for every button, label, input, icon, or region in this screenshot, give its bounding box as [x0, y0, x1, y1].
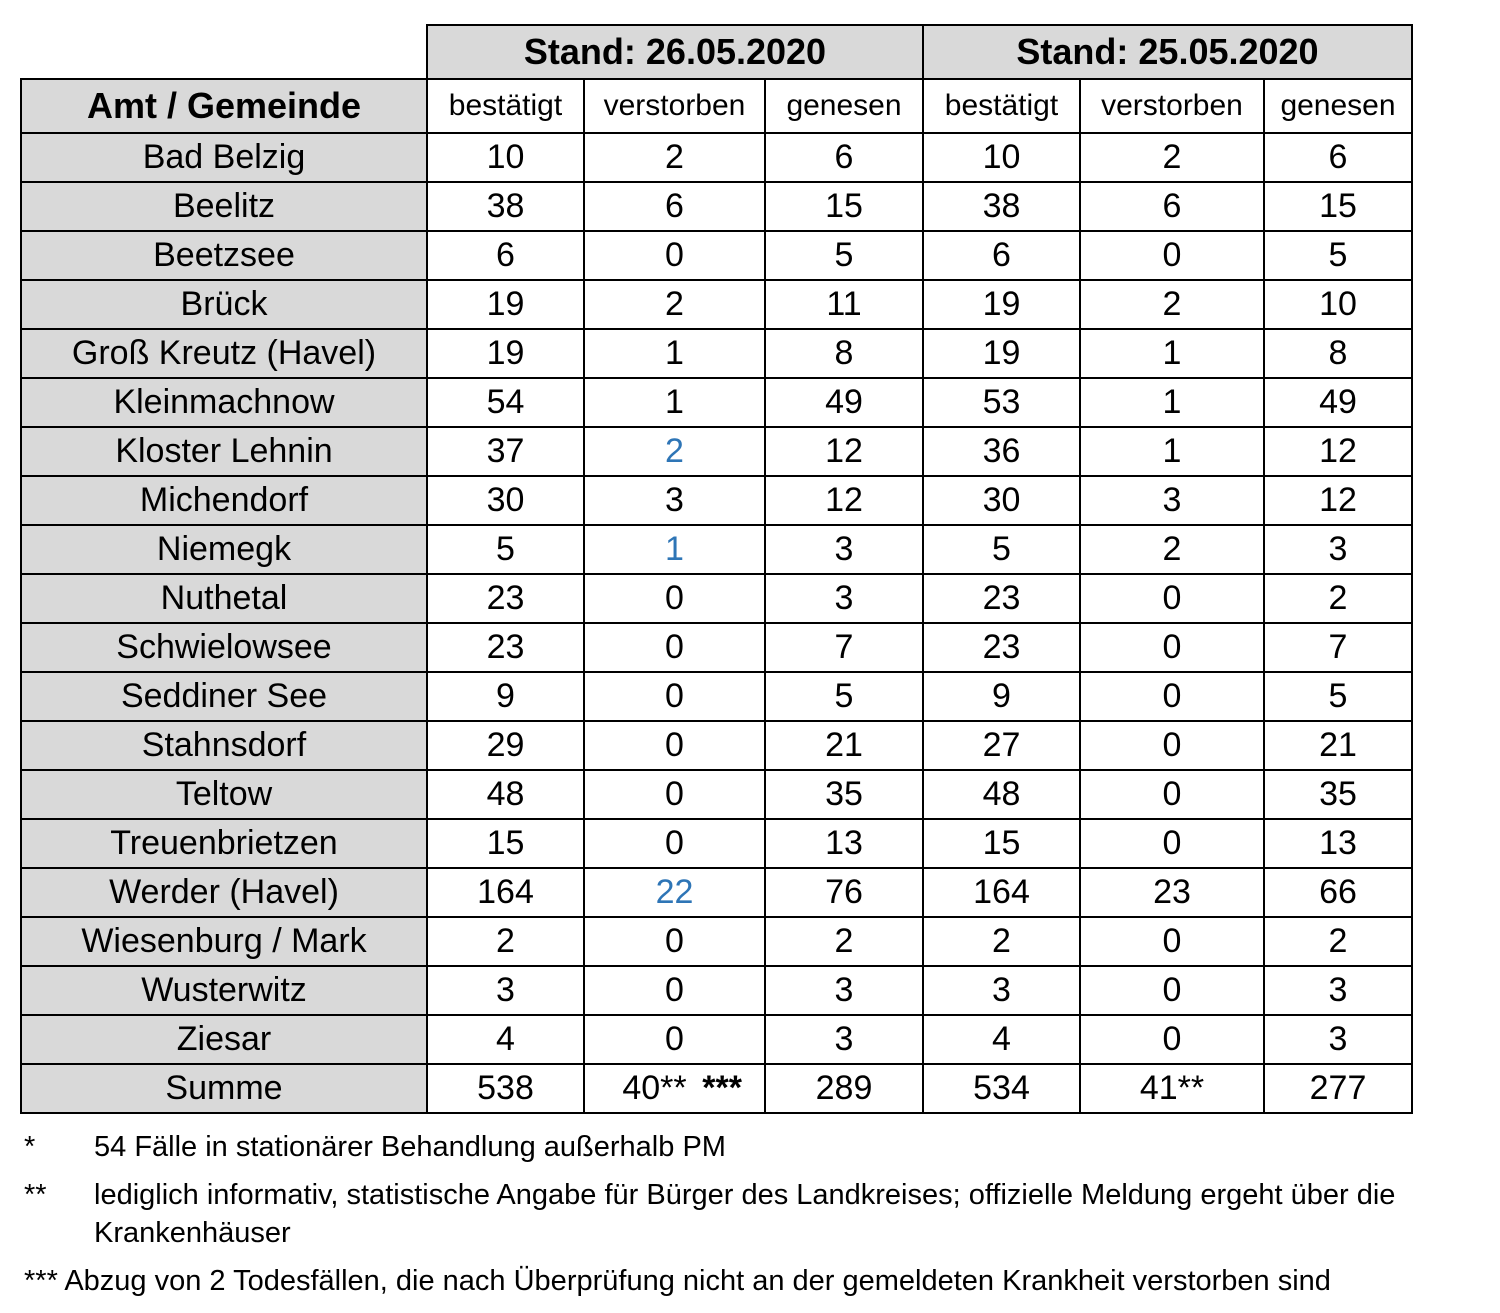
table-row	[21, 770, 1412, 819]
cell-verstorben-2: 0	[1080, 574, 1264, 623]
cell-verstorben-2: 1	[1080, 378, 1264, 427]
cell-genesen-2: 8	[1264, 329, 1412, 378]
cell-bestaetigt-1: 48	[427, 770, 584, 819]
gemeinde-name: Michendorf	[21, 476, 427, 525]
table-row	[21, 721, 1412, 770]
cell-bestaetigt-2: 27	[923, 721, 1080, 770]
cell-genesen-2: 6	[1264, 133, 1412, 182]
cell-genesen-2: 15	[1264, 182, 1412, 231]
sum-verstorben-1-value: 40**	[622, 1069, 687, 1107]
gemeinde-name: Nuthetal	[21, 574, 427, 623]
cell-bestaetigt-1: 6	[427, 231, 584, 280]
cell-genesen-1: 13	[765, 819, 923, 868]
cell-verstorben-2: 0	[1080, 623, 1264, 672]
cell-genesen-2: 2	[1264, 574, 1412, 623]
gemeinde-name: Kloster Lehnin	[21, 427, 427, 476]
cell-bestaetigt-2: 9	[923, 672, 1080, 721]
table-row	[21, 1015, 1412, 1064]
cell-verstorben-2: 0	[1080, 770, 1264, 819]
cell-genesen-1: 8	[765, 329, 923, 378]
cell-genesen-2: 10	[1264, 280, 1412, 329]
cell-verstorben-1: 0	[584, 819, 765, 868]
cell-verstorben-1: 0	[584, 721, 765, 770]
cell-verstorben-2: 0	[1080, 917, 1264, 966]
col-genesen-2: genesen	[1264, 79, 1412, 133]
cell-verstorben-1: 0	[584, 623, 765, 672]
table-row	[21, 623, 1412, 672]
gemeinde-name: Ziesar	[21, 1015, 427, 1064]
cell-genesen-2: 49	[1264, 378, 1412, 427]
gemeinde-name: Schwielowsee	[21, 623, 427, 672]
cell-genesen-2: 3	[1264, 525, 1412, 574]
cell-verstorben-1: 6	[584, 182, 765, 231]
cell-genesen-2: 12	[1264, 476, 1412, 525]
cell-verstorben-1: 2	[584, 280, 765, 329]
blank-corner	[21, 25, 427, 79]
cell-verstorben-2: 2	[1080, 280, 1264, 329]
sum-genesen-2: 277	[1264, 1064, 1412, 1113]
cell-genesen-2: 3	[1264, 1015, 1412, 1064]
cell-genesen-1: 3	[765, 525, 923, 574]
table-row	[21, 427, 1412, 476]
cell-verstorben-1: 1	[584, 378, 765, 427]
cell-bestaetigt-1: 15	[427, 819, 584, 868]
cell-bestaetigt-2: 53	[923, 378, 1080, 427]
cell-verstorben-2: 0	[1080, 819, 1264, 868]
cell-verstorben-2: 6	[1080, 182, 1264, 231]
gemeinde-name: Seddiner See	[21, 672, 427, 721]
cell-genesen-1: 12	[765, 427, 923, 476]
cell-verstorben-1: 0	[584, 966, 765, 1015]
footnote-1-mark: *	[24, 1131, 36, 1163]
gemeinde-name: Groß Kreutz (Havel)	[21, 329, 427, 378]
cell-bestaetigt-1: 23	[427, 623, 584, 672]
cell-genesen-1: 5	[765, 672, 923, 721]
table-row	[21, 133, 1412, 182]
cell-verstorben-2: 0	[1080, 721, 1264, 770]
cell-verstorben-1: 22	[584, 868, 765, 917]
cell-genesen-2: 21	[1264, 721, 1412, 770]
footnote-1	[24, 1128, 1494, 1166]
footnote-2-text: lediglich informativ, statistische Angabe für Bürger des Landkreises; offizielle Meldung ergeht über die Krankenhäuser	[94, 1179, 1396, 1249]
cell-verstorben-1: 2	[584, 427, 765, 476]
table-row	[21, 525, 1412, 574]
sum-genesen-1: 289	[765, 1064, 923, 1113]
cell-bestaetigt-1: 10	[427, 133, 584, 182]
footnote-3-mark: ***	[24, 1265, 58, 1297]
cell-genesen-1: 35	[765, 770, 923, 819]
cell-genesen-2: 5	[1264, 231, 1412, 280]
col-bestaetigt-1: bestätigt	[427, 79, 584, 133]
cell-bestaetigt-2: 5	[923, 525, 1080, 574]
footnote-1-text: 54 Fälle in stationärer Behandlung außerhalb PM	[94, 1131, 726, 1163]
cell-genesen-1: 7	[765, 623, 923, 672]
cell-verstorben-2: 1	[1080, 329, 1264, 378]
gemeinde-name: Kleinmachnow	[21, 378, 427, 427]
cell-genesen-2: 35	[1264, 770, 1412, 819]
table-row	[21, 182, 1412, 231]
cell-genesen-2: 3	[1264, 966, 1412, 1015]
cell-verstorben-2: 0	[1080, 672, 1264, 721]
cell-genesen-1: 5	[765, 231, 923, 280]
cell-bestaetigt-1: 164	[427, 868, 584, 917]
cell-verstorben-1: 0	[584, 1015, 765, 1064]
cell-verstorben-1: 0	[584, 672, 765, 721]
cell-genesen-1: 12	[765, 476, 923, 525]
cell-bestaetigt-2: 10	[923, 133, 1080, 182]
cell-genesen-1: 2	[765, 917, 923, 966]
stand-header-1: Stand: 26.05.2020	[427, 25, 923, 79]
gemeinde-name: Treuenbrietzen	[21, 819, 427, 868]
table-row	[21, 231, 1412, 280]
table-row	[21, 819, 1412, 868]
cell-verstorben-2: 2	[1080, 525, 1264, 574]
gemeinde-name: Wiesenburg / Mark	[21, 917, 427, 966]
footnote-3-text: Abzug von 2 Todesfällen, die nach Überprüfung nicht an der gemeldeten Krankheit verstorben sind	[64, 1265, 1331, 1297]
cell-verstorben-1: 0	[584, 770, 765, 819]
cell-genesen-2: 7	[1264, 623, 1412, 672]
table-row	[21, 476, 1412, 525]
stand-header-row	[21, 25, 1412, 79]
cell-bestaetigt-1: 4	[427, 1015, 584, 1064]
cell-genesen-1: 3	[765, 574, 923, 623]
cell-bestaetigt-2: 48	[923, 770, 1080, 819]
cell-verstorben-2: 2	[1080, 133, 1264, 182]
cell-verstorben-1: 1	[584, 525, 765, 574]
cell-bestaetigt-1: 54	[427, 378, 584, 427]
col-verstorben-1: verstorben	[584, 79, 765, 133]
cell-genesen-2: 12	[1264, 427, 1412, 476]
table-row	[21, 329, 1412, 378]
cell-verstorben-2: 1	[1080, 427, 1264, 476]
col-genesen-1: genesen	[765, 79, 923, 133]
gemeinde-name: Teltow	[21, 770, 427, 819]
case-table	[20, 24, 1413, 1114]
cell-verstorben-1: 2	[584, 133, 765, 182]
cell-verstorben-2: 3	[1080, 476, 1264, 525]
cell-verstorben-2: 0	[1080, 1015, 1264, 1064]
table-row	[21, 280, 1412, 329]
cell-genesen-2: 66	[1264, 868, 1412, 917]
footnote-2-mark: **	[24, 1179, 47, 1211]
col-bestaetigt-2: bestätigt	[923, 79, 1080, 133]
sum-verstorben-1-mark: ***	[702, 1069, 742, 1107]
cell-genesen-2: 13	[1264, 819, 1412, 868]
sum-row	[21, 1064, 1412, 1113]
cell-genesen-1: 49	[765, 378, 923, 427]
cell-bestaetigt-1: 9	[427, 672, 584, 721]
gemeinde-name: Beelitz	[21, 182, 427, 231]
cell-genesen-1: 6	[765, 133, 923, 182]
sum-bestaetigt-1: 538	[427, 1064, 584, 1113]
sum-bestaetigt-2: 534	[923, 1064, 1080, 1113]
gemeinde-name: Niemegk	[21, 525, 427, 574]
cell-bestaetigt-2: 164	[923, 868, 1080, 917]
cell-bestaetigt-2: 2	[923, 917, 1080, 966]
cell-verstorben-1: 0	[584, 917, 765, 966]
column-header-row	[21, 79, 1412, 133]
cell-bestaetigt-2: 36	[923, 427, 1080, 476]
amt-gemeinde-header: Amt / Gemeinde	[21, 79, 427, 133]
cell-genesen-1: 3	[765, 966, 923, 1015]
cell-verstorben-2: 23	[1080, 868, 1264, 917]
cell-bestaetigt-2: 19	[923, 280, 1080, 329]
gemeinde-name: Brück	[21, 280, 427, 329]
table-row	[21, 868, 1412, 917]
cell-verstorben-2: 0	[1080, 966, 1264, 1015]
cell-bestaetigt-2: 23	[923, 623, 1080, 672]
footnote-2	[24, 1176, 1494, 1252]
cell-bestaetigt-2: 38	[923, 182, 1080, 231]
cell-bestaetigt-2: 19	[923, 329, 1080, 378]
cell-bestaetigt-1: 37	[427, 427, 584, 476]
gemeinde-name: Bad Belzig	[21, 133, 427, 182]
cell-bestaetigt-2: 3	[923, 966, 1080, 1015]
table-row	[21, 574, 1412, 623]
cell-genesen-1: 21	[765, 721, 923, 770]
cell-genesen-1: 3	[765, 1015, 923, 1064]
table-row	[21, 966, 1412, 1015]
gemeinde-name: Beetzsee	[21, 231, 427, 280]
cell-bestaetigt-2: 15	[923, 819, 1080, 868]
cell-verstorben-1: 0	[584, 574, 765, 623]
table-row	[21, 672, 1412, 721]
cell-bestaetigt-1: 19	[427, 280, 584, 329]
footnotes	[24, 1128, 1494, 1310]
cell-genesen-1: 11	[765, 280, 923, 329]
cell-genesen-2: 5	[1264, 672, 1412, 721]
stand-header-2: Stand: 25.05.2020	[923, 25, 1412, 79]
footnote-3	[24, 1262, 1494, 1300]
cell-verstorben-1: 0	[584, 231, 765, 280]
cell-bestaetigt-2: 23	[923, 574, 1080, 623]
cell-verstorben-1: 3	[584, 476, 765, 525]
cell-verstorben-2: 0	[1080, 231, 1264, 280]
cell-verstorben-1: 1	[584, 329, 765, 378]
cell-bestaetigt-1: 30	[427, 476, 584, 525]
cell-bestaetigt-2: 4	[923, 1015, 1080, 1064]
sum-label: Summe	[21, 1064, 427, 1113]
cell-bestaetigt-1: 23	[427, 574, 584, 623]
cell-genesen-1: 76	[765, 868, 923, 917]
cell-bestaetigt-2: 30	[923, 476, 1080, 525]
cell-bestaetigt-1: 3	[427, 966, 584, 1015]
table-row	[21, 378, 1412, 427]
cell-bestaetigt-1: 38	[427, 182, 584, 231]
sum-verstorben-2: 41**	[1080, 1064, 1264, 1113]
cell-genesen-2: 2	[1264, 917, 1412, 966]
cell-bestaetigt-1: 5	[427, 525, 584, 574]
gemeinde-name: Werder (Havel)	[21, 868, 427, 917]
col-verstorben-2: verstorben	[1080, 79, 1264, 133]
gemeinde-name: Stahnsdorf	[21, 721, 427, 770]
cell-bestaetigt-1: 29	[427, 721, 584, 770]
cell-bestaetigt-2: 6	[923, 231, 1080, 280]
cell-bestaetigt-1: 2	[427, 917, 584, 966]
gemeinde-name: Wusterwitz	[21, 966, 427, 1015]
sum-verstorben-1	[584, 1064, 765, 1113]
cell-bestaetigt-1: 19	[427, 329, 584, 378]
cell-genesen-1: 15	[765, 182, 923, 231]
table-row	[21, 917, 1412, 966]
